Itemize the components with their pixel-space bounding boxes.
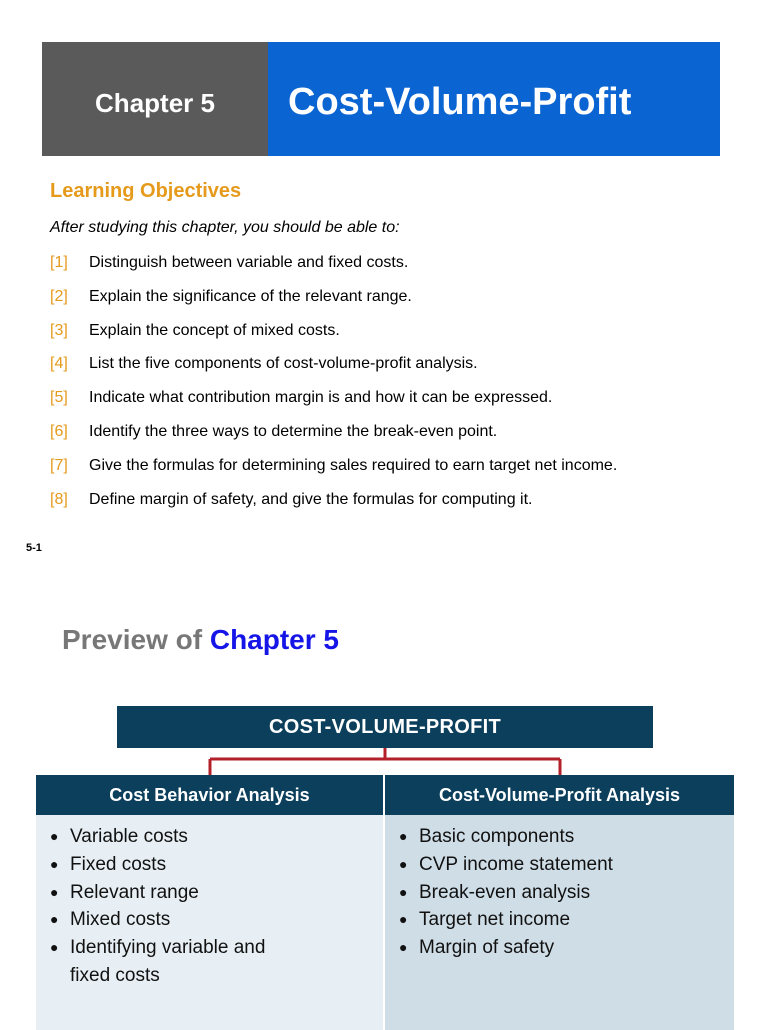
bullet-icon: ● (50, 855, 59, 872)
bullet-icon: ● (399, 883, 408, 900)
column-heading: Cost Behavior Analysis (36, 775, 383, 815)
chapter-title: Cost-Volume-Profit (268, 42, 720, 156)
bullet-item: ● Margin of safety (399, 934, 734, 962)
page-number: 5-1 (26, 542, 42, 554)
objective-number: [5] (50, 389, 68, 407)
preview-title-prefix: Preview of (62, 624, 203, 655)
objective-number: [2] (50, 287, 68, 305)
cvp-top-box: COST-VOLUME-PROFIT (117, 706, 653, 748)
learning-objectives-heading: Learning Objectives (50, 180, 242, 202)
objective-number: [3] (50, 321, 68, 339)
bullet-item: ● Mixed costs (50, 906, 383, 934)
bullet-icon: ● (50, 911, 59, 928)
column-body (36, 815, 383, 1030)
objective-text: List the five components of cost-volume-profit analysis. (89, 355, 478, 373)
bullet-item: ● Identifying variable and fixed costs (50, 934, 383, 990)
bullet-list (36, 823, 383, 990)
bullet-icon: ● (50, 883, 59, 900)
bullet-icon: ● (50, 828, 59, 844)
bullet-icon: ● (399, 855, 408, 872)
cost-behavior-column (36, 775, 383, 1030)
objective-text: Explain the significance of the relevant range. (89, 287, 412, 305)
column-body (385, 815, 734, 1030)
bullet-icon: ● (399, 828, 408, 844)
bullet-list (385, 823, 734, 962)
bullet-item: ● Fixed costs (50, 851, 383, 879)
bullet-item: ● Variable costs (50, 823, 383, 851)
learning-objectives-intro: After studying this chapter, you should be able to: (50, 219, 400, 236)
objective-number: [7] (50, 456, 68, 474)
bullet-icon: ● (399, 911, 408, 928)
bullet-item: ● Relevant range (50, 879, 383, 907)
preview-title-accent: Chapter 5 (209, 624, 339, 655)
objective-text: Give the formulas for determining sales required to earn target net income. (89, 456, 618, 474)
objective-number: [4] (50, 355, 68, 373)
bullet-item: ● Basic components (399, 823, 734, 851)
objective-text: Identify the three ways to determine the break-even point. (89, 422, 498, 440)
objective-text: Indicate what contribution margin is and how it can be expressed. (89, 389, 553, 407)
bullet-item: ● Break-even analysis (399, 879, 734, 907)
bullet-icon: ● (50, 939, 59, 956)
bullet-item: ● CVP income statement (399, 851, 734, 879)
objective-text: Define margin of safety, and give the formulas for computing it. (89, 490, 533, 508)
column-heading: Cost-Volume-Profit Analysis (385, 775, 734, 815)
objective-number: [6] (50, 422, 68, 440)
objective-number: [8] (50, 490, 68, 508)
bullet-icon: ● (399, 939, 408, 956)
bullet-item: ● Target net income (399, 906, 734, 934)
objective-number: [1] (50, 254, 68, 271)
chapter-label: Chapter 5 (42, 42, 268, 156)
cvp-analysis-column (385, 775, 734, 1030)
objective-text: Explain the concept of mixed costs. (89, 321, 340, 339)
objective-text: Distinguish between variable and fixed costs. (89, 254, 409, 271)
